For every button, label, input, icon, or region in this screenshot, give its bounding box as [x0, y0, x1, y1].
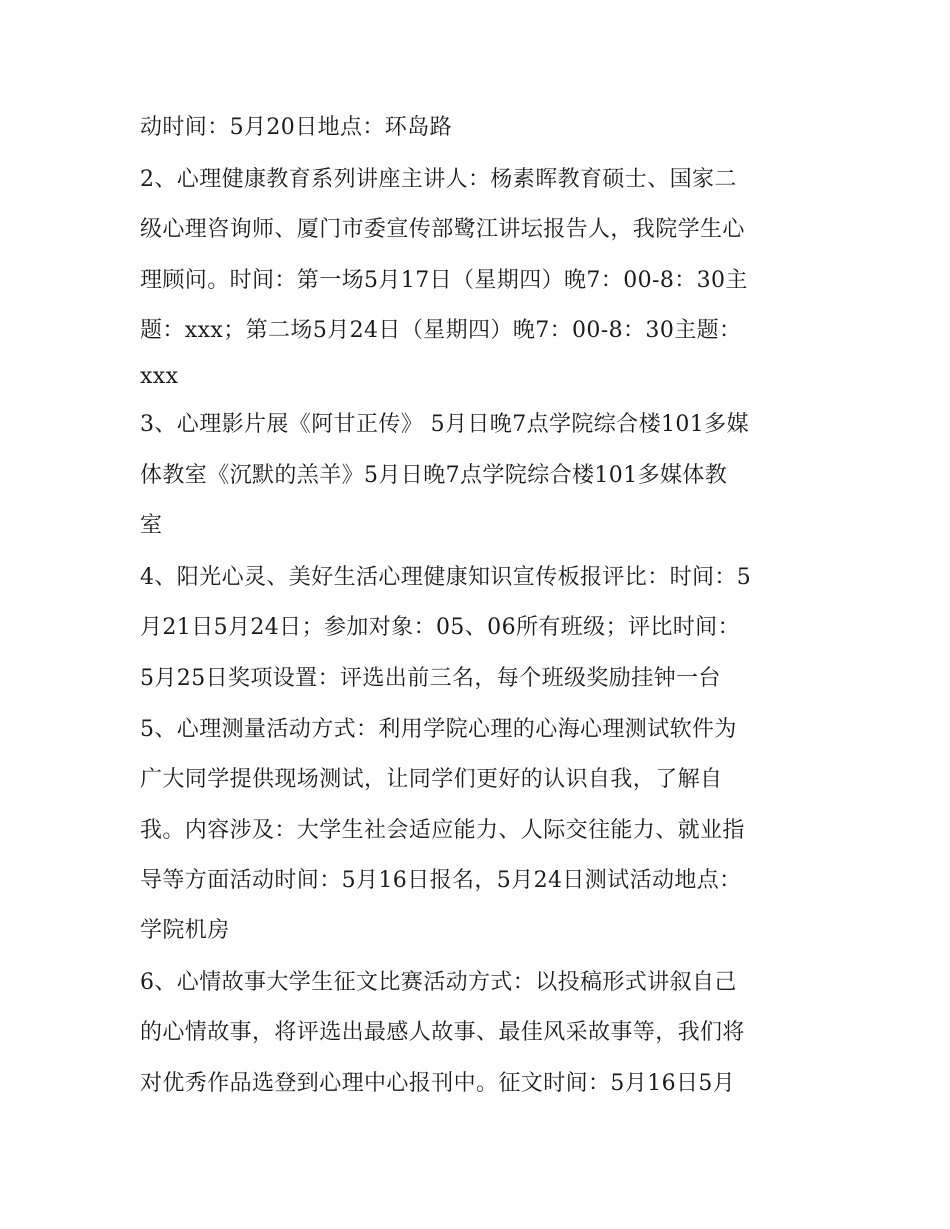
text-line: 2、心理健康教育系列讲座主讲人：杨素晖教育硕士、国家二: [140, 167, 737, 192]
text-line: 对优秀作品选登到心理中心报刊中。征文时间：5月16日5月: [140, 1071, 736, 1096]
text-line: 3、心理影片展《阿甘正传》 5月日晚7点学院综合楼101多媒: [140, 412, 749, 437]
text-line: 我。内容涉及：大学生社会适应能力、人际交往能力、就业指: [140, 818, 745, 843]
text-line: 理顾问。时间：第一场5月17日（星期四）晚7：00-8：30主: [140, 268, 748, 293]
text-line: 体教室《沉默的羔羊》5月日晚7点学院综合楼101多媒体教: [140, 463, 728, 488]
text-line: 动时间：5月20日地点：环岛路: [140, 115, 452, 140]
text-line: 导等方面活动时间：5月16日报名，5月24日测试活动地点：: [140, 868, 742, 893]
text-line: 5月25日奖项设置：评选出前三名，每个班级奖励挂钟一台: [140, 666, 721, 691]
text-line: 月21日5月24日；参加对象：05、06所有班级；评比时间：: [140, 615, 740, 640]
text-line: 6、心情故事大学生征文比赛活动方式：以投稿形式讲叙自己: [140, 970, 737, 995]
text-line: xxx: [140, 364, 179, 389]
text-line: 4、阳光心灵、美好生活心理健康知识宣传板报评比：时间：5: [140, 565, 752, 590]
text-line: 广大同学提供现场测试，让同学们更好的认识自我，了解自: [140, 767, 723, 792]
text-line: 级心理咨询师、厦门市委宣传部鹭江讲坛报告人，我院学生心: [140, 217, 745, 242]
text-line: 5、心理测量活动方式：利用学院心理的心海心理测试软件为: [140, 717, 737, 742]
text-line: 学院机房: [140, 918, 230, 943]
text-line: 题：xxx；第二场5月24日（星期四）晚7：00-8：30主题：: [140, 318, 742, 343]
text-line: 室: [140, 513, 163, 538]
text-line: 的心情故事，将评选出最感人故事、最佳风采故事等，我们将: [140, 1020, 745, 1045]
